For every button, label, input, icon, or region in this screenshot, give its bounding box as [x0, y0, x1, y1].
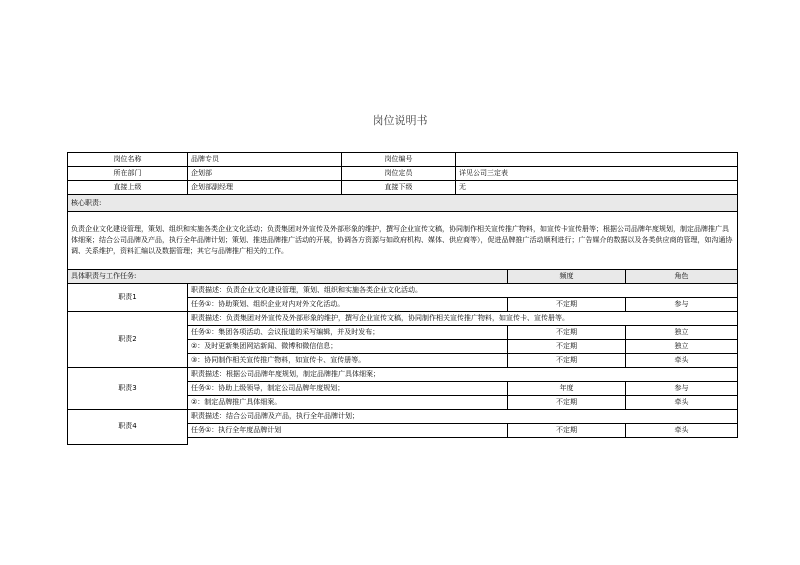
task-text: 任务①：协助策划、组织企业对内对外文化活动。: [188, 298, 508, 312]
resp-label: 职责1: [68, 284, 188, 312]
core-header: 核心职责:: [68, 195, 738, 212]
info-value: 无: [456, 181, 738, 195]
task-role: 牵头: [626, 354, 738, 368]
resp-label: 职责2: [68, 312, 188, 368]
info-label: 岗位定员: [342, 167, 456, 181]
resp-desc-row: [68, 312, 738, 326]
resp-header-row: [68, 270, 738, 284]
core-text: 负责企业文化建设管理，策划、组织和实施各类企业文化活动；负责集团对外宣传及外部形象的维护，撰写企业宣传文稿，协同制作相关宣传推广物料，如宣传卡宣传册等；根据公司品牌年度规划，制定品牌推广具体细案；结合公司品牌及产品，执行全年品牌计划；策划、推进品牌推广活动的开展，协调各方资源与如政府机构、媒体、供应商等），促进品牌推广活动顺利进行；广告媒介的数据以及各类供应商的管理，如沟通协调、关系维护，资料汇编以及数据管理；其它与品牌推广相关的工作。: [68, 212, 738, 270]
task-freq: 不定期: [508, 354, 626, 368]
task-text: ③：协同制作相关宣传推广物料，如宣传卡、宣传册等。: [188, 354, 508, 368]
task-text: 任务①：协助上级领导，制定公司品牌年度规划；: [188, 382, 508, 396]
task-freq: 年度: [508, 382, 626, 396]
resp-label: 职责4: [68, 410, 188, 445]
freq-header: 频度: [508, 270, 626, 284]
task-role: 牵头: [626, 396, 738, 410]
task-freq: 不定期: [508, 326, 626, 340]
info-row: [68, 181, 738, 195]
task-role: 参与: [626, 382, 738, 396]
core-header-row: [68, 195, 738, 212]
info-label: 所在部门: [68, 167, 188, 181]
resp-desc-row: [68, 368, 738, 382]
resp-desc: 职责描述：结合公司品牌及产品，执行全年品牌计划；: [188, 410, 738, 424]
job-description-table: [67, 152, 738, 445]
resp-desc-row: [68, 284, 738, 298]
info-value: 详见公司三定表: [456, 167, 738, 181]
task-role: 牵头: [626, 424, 738, 438]
info-value: 企划部: [188, 167, 342, 181]
task-freq: 不定期: [508, 396, 626, 410]
info-row: [68, 167, 738, 181]
task-text: 任务①：执行全年度品牌计划: [188, 424, 508, 438]
document-title: 岗位说明书: [372, 114, 428, 127]
resp-label: 职责3: [68, 368, 188, 410]
task-text: 任务①：集团各项活动、会议报道的采写编辑，并及时发布；: [188, 326, 508, 340]
role-header: 角色: [626, 270, 738, 284]
info-label: 岗位名称: [68, 153, 188, 167]
info-value: [456, 153, 738, 167]
resp-desc-row: [68, 410, 738, 424]
task-text: ②：制定品牌推广具体细案。: [188, 396, 508, 410]
info-value: 企划部副经理: [188, 181, 342, 195]
info-label: 岗位编号: [342, 153, 456, 167]
resp-desc: 职责描述：根据公司品牌年度规划，制定品牌推广具体细案；: [188, 368, 738, 382]
task-text: ②：及时更新集团网站新闻、微博和微信信息；: [188, 340, 508, 354]
info-label: 直接下级: [342, 181, 456, 195]
core-text-row: [68, 212, 738, 270]
task-freq: 不定期: [508, 424, 626, 438]
info-value: 品牌专员: [188, 153, 342, 167]
task-freq: 不定期: [508, 298, 626, 312]
task-freq: 不定期: [508, 340, 626, 354]
resp-desc: 职责描述：负责企业文化建设管理，策划、组织和实施各类企业文化活动。: [188, 284, 738, 298]
resp-header-label: 具体职责与工作任务:: [68, 270, 508, 284]
resp-desc: 职责描述：负责集团对外宣传及外部形象的维护，撰写企业宣传文稿，协同制作相关宣传推广物料，如宣传卡、宣传册等。: [188, 312, 738, 326]
info-label: 直接上级: [68, 181, 188, 195]
info-row: [68, 153, 738, 167]
task-role: 参与: [626, 298, 738, 312]
task-role: 独立: [626, 326, 738, 340]
task-role: 独立: [626, 340, 738, 354]
